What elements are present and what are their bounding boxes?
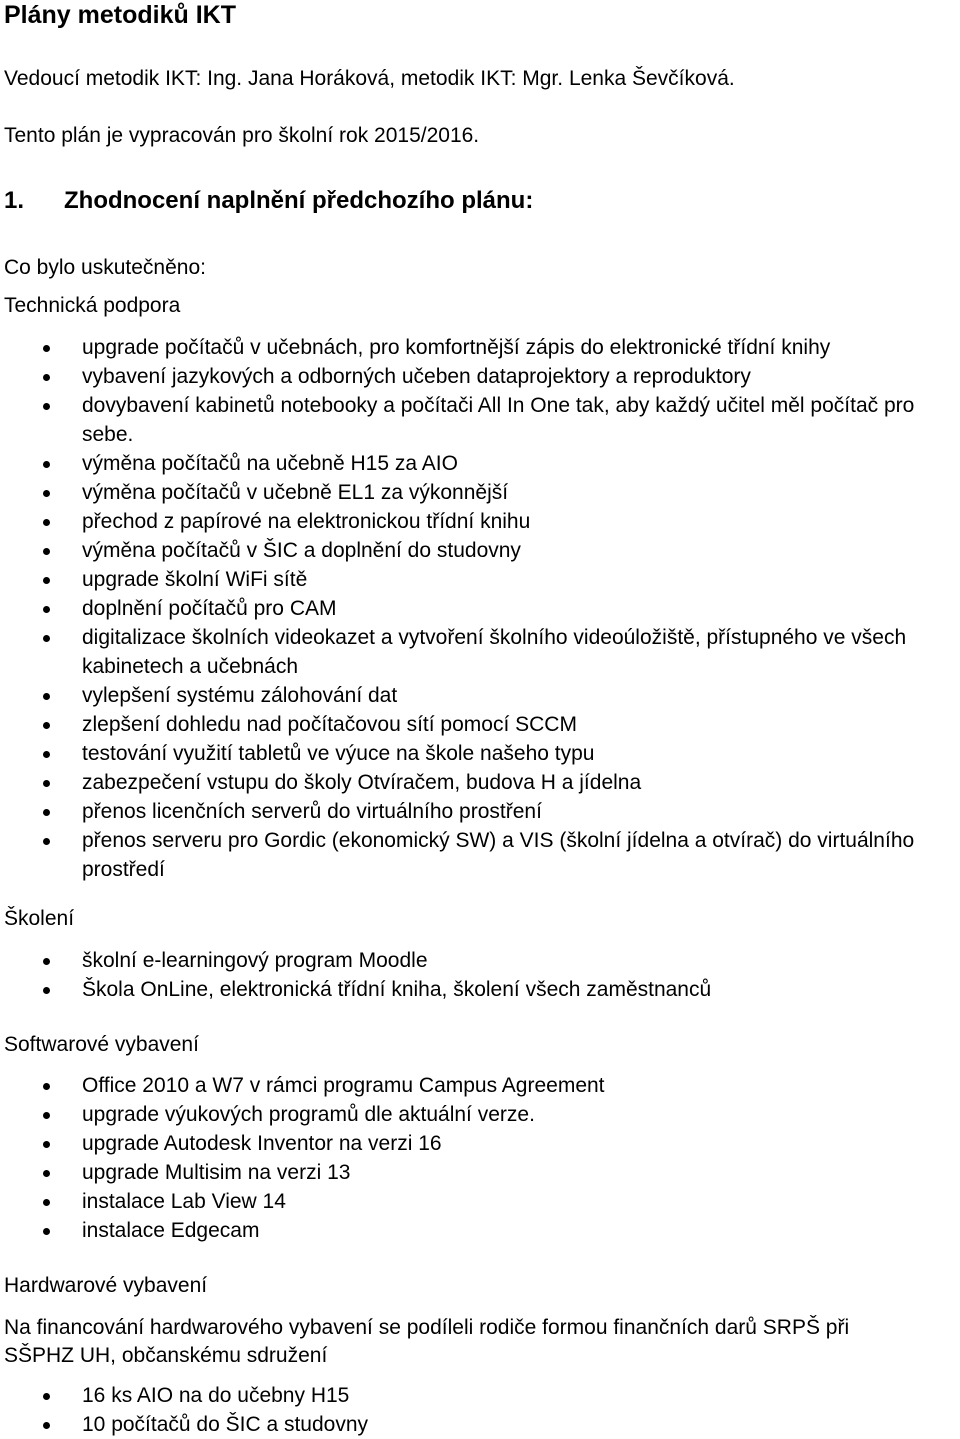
list-item xyxy=(0,478,960,507)
list-item-text: 10 počítačů do ŠIC a studovny xyxy=(82,1413,369,1436)
list-item xyxy=(0,710,960,739)
bullet-icon xyxy=(43,987,50,994)
list-item-text: přenos serveru pro Gordic (ekonomický SW) a VIS (školní jídelna a otvírač) do virtuálního prostředí xyxy=(82,829,915,881)
page-title: Plány metodiků IKT xyxy=(4,1,236,29)
list-item-text: školní e-learningový program Moodle xyxy=(82,949,428,972)
tech-support-list xyxy=(0,333,960,884)
list-item xyxy=(0,1216,960,1245)
list-item xyxy=(0,739,960,768)
list-item-text: přenos licenčních serverů do virtuálního prostření xyxy=(82,800,542,823)
list-item xyxy=(0,333,960,362)
section-number: 1. xyxy=(4,187,25,214)
list-item-text: dovybavení kabinetů notebooky a počítači All In One tak, aby každý učitel měl počítač pro sebe. xyxy=(82,394,915,446)
bullet-icon xyxy=(43,1170,50,1177)
list-item xyxy=(0,565,960,594)
list-item xyxy=(0,1129,960,1158)
bullet-icon xyxy=(43,606,50,613)
bullet-icon xyxy=(43,461,50,468)
list-item-text: 16 ks AIO na do učebny H15 xyxy=(82,1384,350,1407)
list-item-text: digitalizace školních videokazet a vytvoření školního videoúložiště, přístupného ve všech kabinetech a učebnách xyxy=(82,626,907,678)
list-item-text: výměna počítačů v ŠIC a doplnění do studovny xyxy=(82,539,521,562)
list-item-text: upgrade školní WiFi sítě xyxy=(82,568,308,591)
list-item-text: upgrade Multisim na verzi 13 xyxy=(82,1161,351,1184)
list-item-text: upgrade Autodesk Inventor na verzi 16 xyxy=(82,1132,442,1155)
bullet-icon xyxy=(43,1199,50,1206)
list-item xyxy=(0,449,960,478)
done-label: Co bylo uskutečněno: xyxy=(4,256,206,279)
bullet-icon xyxy=(43,693,50,700)
list-item-text: testování využití tabletů ve výuce na škole našeho typu xyxy=(82,742,595,765)
list-item xyxy=(0,623,960,681)
bullet-icon xyxy=(43,374,50,381)
list-item xyxy=(0,1071,960,1100)
software-heading: Softwarové vybavení xyxy=(4,1033,199,1056)
bullet-icon xyxy=(43,1141,50,1148)
bullet-icon xyxy=(43,1112,50,1119)
list-item-text: zabezpečení vstupu do školy Otvíračem, budova H a jídelna xyxy=(82,771,642,794)
bullet-icon xyxy=(43,1422,50,1429)
section-title: Zhodnocení naplnění předchozího plánu: xyxy=(64,187,534,214)
funding-line-1: Na financování hardwarového vybavení se podíleli rodiče formou finančních darů SRPŠ při xyxy=(4,1316,850,1339)
list-item-text: vybavení jazykových a odborných učeben dataprojektory a reproduktory xyxy=(82,365,751,388)
bullet-icon xyxy=(43,403,50,410)
list-item-text: doplnění počítačů pro CAM xyxy=(82,597,337,620)
hardware-heading: Hardwarové vybavení xyxy=(4,1274,208,1297)
list-item-text: instalace Edgecam xyxy=(82,1219,260,1242)
authors-line: Vedoucí metodik IKT: Ing. Jana Horáková, metodik IKT: Mgr. Lenka Ševčíková. xyxy=(4,67,735,90)
list-item xyxy=(0,1158,960,1187)
bullet-icon xyxy=(43,345,50,352)
list-item xyxy=(0,507,960,536)
bullet-icon xyxy=(43,958,50,965)
bullet-icon xyxy=(43,838,50,845)
bullet-icon xyxy=(43,809,50,816)
bullet-icon xyxy=(43,1393,50,1400)
list-item xyxy=(0,681,960,710)
list-item-text: vylepšení systému zálohování dat xyxy=(82,684,398,707)
tech-support-heading: Technická podpora xyxy=(4,294,181,317)
list-item xyxy=(0,946,960,975)
training-list xyxy=(0,946,960,1004)
section-heading xyxy=(4,186,533,216)
bullet-icon xyxy=(43,1083,50,1090)
list-item xyxy=(0,536,960,565)
list-item xyxy=(0,1410,960,1439)
bullet-icon xyxy=(43,577,50,584)
list-item xyxy=(0,1381,960,1410)
list-item-text: upgrade výukových programů dle aktuální verze. xyxy=(82,1103,535,1126)
list-item xyxy=(0,975,960,1004)
list-item xyxy=(0,797,960,826)
list-item-text: Škola OnLine, elektronická třídní kniha, školení všech zaměstnanců xyxy=(82,978,712,1001)
hardware-list xyxy=(0,1381,960,1439)
list-item-text: výměna počítačů v učebně EL1 za výkonnější xyxy=(82,481,509,504)
list-item xyxy=(0,768,960,797)
software-list xyxy=(0,1071,960,1245)
bullet-icon xyxy=(43,1228,50,1235)
list-item-text: Office 2010 a W7 v rámci programu Campus Agreement xyxy=(82,1074,605,1097)
bullet-icon xyxy=(43,722,50,729)
bullet-icon xyxy=(43,519,50,526)
school-year-line: Tento plán je vypracován pro školní rok 2015/2016. xyxy=(4,124,480,147)
bullet-icon xyxy=(43,751,50,758)
list-item-text: zlepšení dohledu nad počítačovou sítí pomocí SCCM xyxy=(82,713,577,736)
list-item-text: instalace Lab View 14 xyxy=(82,1190,286,1213)
list-item xyxy=(0,1187,960,1216)
bullet-icon xyxy=(43,780,50,787)
list-item xyxy=(0,1100,960,1129)
list-item xyxy=(0,826,960,884)
funding-line-2: SŠPHZ UH, občanskému sdružení xyxy=(4,1344,328,1367)
bullet-icon xyxy=(43,490,50,497)
bullet-icon xyxy=(43,548,50,555)
training-heading: Školení xyxy=(4,907,75,930)
bullet-icon xyxy=(43,635,50,642)
list-item-text: upgrade počítačů v učebnách, pro komfortnější zápis do elektronické třídní knihy xyxy=(82,336,831,359)
list-item-text: přechod z papírové na elektronickou třídní knihu xyxy=(82,510,531,533)
list-item xyxy=(0,391,960,449)
list-item xyxy=(0,362,960,391)
list-item xyxy=(0,594,960,623)
list-item-text: výměna počítačů na učebně H15 za AIO xyxy=(82,452,458,475)
